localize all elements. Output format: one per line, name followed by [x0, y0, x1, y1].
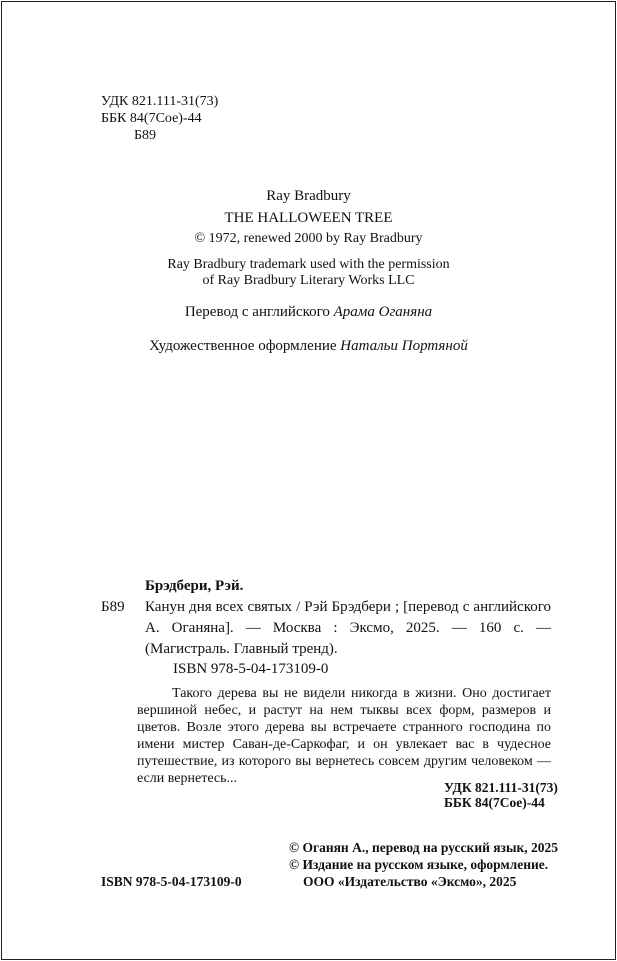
footer-isbn: ISBN 978-5-04-173109-0 — [101, 874, 242, 889]
design-credit — [0, 338, 617, 355]
catalog-description: Канун дня всех святых / Рэй Брэдбери ; [перевод с английского А. Оганяна]. — Москва : Эксмо, 2025. — 160 с. — (Магистраль. Главный тренд). — [145, 599, 551, 657]
catalog-isbn: ISBN 978-5-04-173109-0 — [173, 661, 329, 677]
catalog-bbk: ББК 84(7Сое)-44 — [444, 795, 545, 810]
original-title: THE HALLOWEEN TREE — [224, 210, 393, 226]
translation-prefix: Перевод с английского — [184, 304, 330, 320]
designer-name: Натальи Портяной — [340, 338, 468, 354]
trademark-line-1: Ray Bradbury trademark used with the permission — [167, 257, 450, 272]
publisher-copyright: ООО «Издательство «Эксмо», 2025 — [303, 874, 517, 889]
edition-copyright: © Издание на русском языке, оформление. — [289, 857, 549, 872]
translation-copyright: © Оганян А., перевод на русский язык, 2025 — [289, 840, 559, 855]
translation-credit — [0, 304, 617, 321]
original-author: Ray Bradbury — [266, 188, 351, 204]
design-prefix: Художественное оформление — [149, 338, 337, 354]
page-border — [1, 1, 616, 960]
catalog-heading: Брэдбери, Рэй. — [145, 578, 244, 594]
translator-name: Арама Оганяна — [333, 304, 433, 320]
original-copyright: © 1972, renewed 2000 by Ray Bradbury — [194, 231, 423, 246]
trademark-line-2: of Ray Bradbury Literary Works LLC — [202, 273, 415, 288]
author-mark: Б89 — [134, 128, 157, 143]
bbk-code: ББК 84(7Сое)-44 — [101, 111, 202, 126]
udk-code: УДК 821.111-31(73) — [101, 94, 219, 109]
annotation: Такого дерева вы не видели никогда в жизни. Оно достигает вершиной небес, и растут на нем тыквы всех форм, размеров и цветов. Возле этого дерева вы встречаете странного господина по имени мистер Саван-де-Саркофаг, и он увлекает вас в чудесное путешествие, из которого вы вернетесь совсем другим человеком — если вернетесь... — [137, 686, 551, 786]
catalog-mark: Б89 — [101, 599, 125, 615]
catalog-udk: УДК 821.111-31(73) — [444, 780, 558, 795]
